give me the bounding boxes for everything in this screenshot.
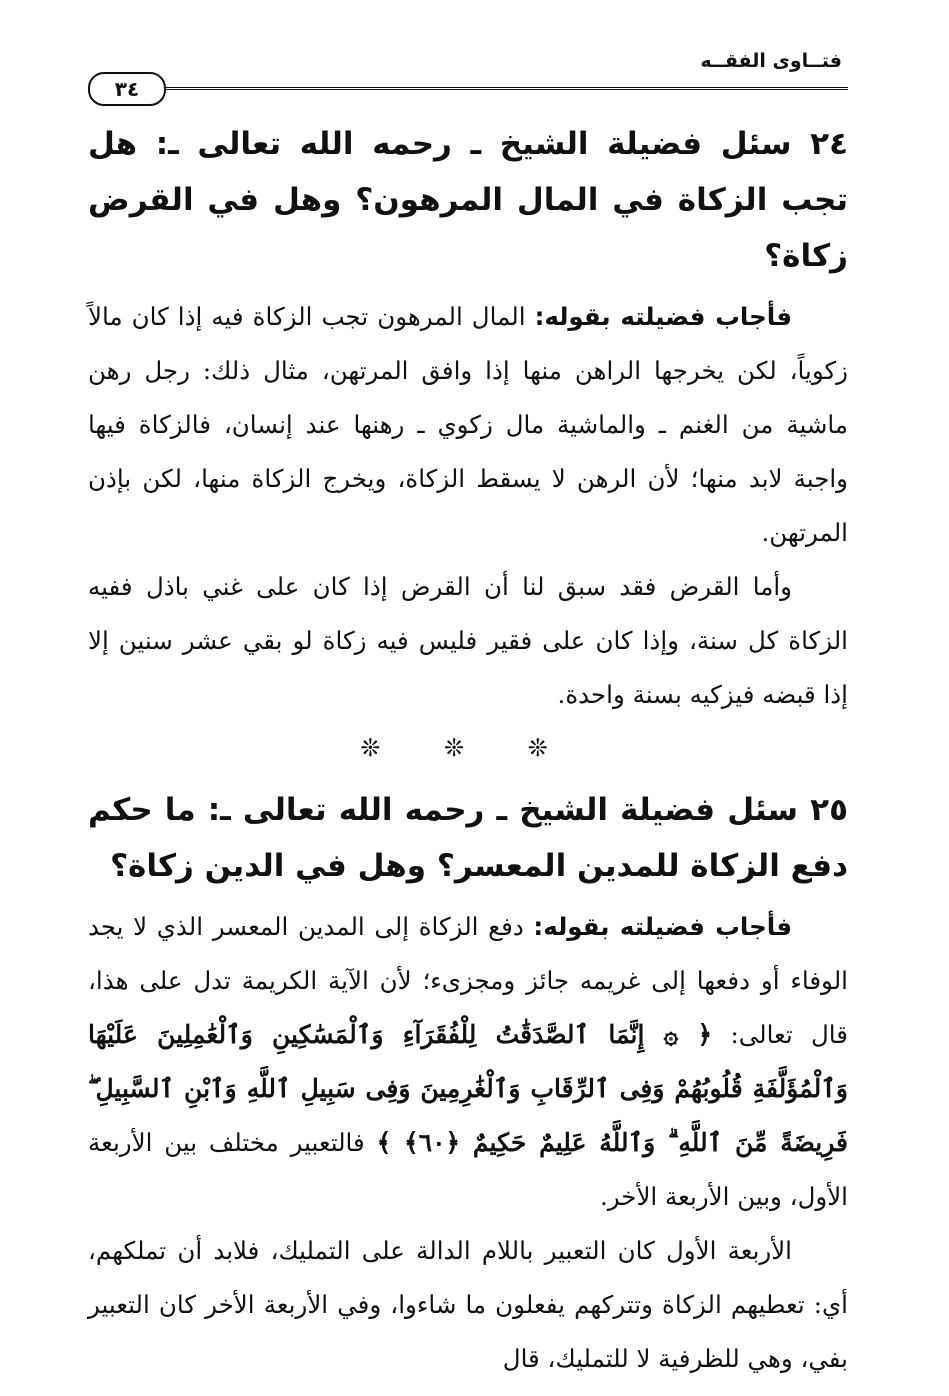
book-title: فتــاوى الفقــه (700, 50, 842, 72)
quran-verse: ﴿ ۞ إِنَّمَا ٱلصَّدَقَٰتُ لِلْفُقَرَآءِ وَٱلْمَسَٰكِينِ وَٱلْعَٰمِلِينَ عَلَيْهَا وَٱلْمُؤَلَّفَةِ قُلُوبُهُمْ وَفِى ٱلرِّقَابِ وَٱلْغَٰرِمِينَ وَفِى سَبِيلِ ٱللَّهِ وَٱبْنِ ٱلسَّبِيلِ ۖ فَرِيضَةً مِّنَ ٱللَّهِ ۗ وَٱللَّهُ عَلِيمٌ حَكِيمٌ ﴿٦٠﴾ ﴾ (88, 1020, 848, 1157)
answer-lead: فأجاب فضيلته بقوله: (534, 302, 792, 331)
question-24-heading: ٢٤ سئل فضيلة الشيخ ـ رحمه الله تعالى ـ: هل تجب الزكاة في المال المرهون؟ وهل في القرض زكاة؟ (88, 126, 848, 274)
answer-text: المال المرهون تجب الزكاة فيه إذا كان مالاً زكوياً، لكن يخرجها الراهن منها إذا وافق المرتهن، مثال ذلك: رجل رهن ماشية من الغنم ـ والماشية مال زكوي ـ رهنها عند إنسان، فالزكاة فيها واجبة لابد منها؛ لأن الرهن لا يسقط الزكاة، ويخرج الزكاة منها، لكن بإذن المرتهن. (88, 302, 848, 547)
section-separator: ❊ ❊ ❊ (360, 734, 576, 762)
answer-text: دفع الزكاة إلى المدين المعسر الذي لا يجد الوفاء أو دفعها إلى غريمه جائز ومجزىء؛ لأن الآية الكريمة تدل على هذا، قال تعالى: (88, 912, 848, 1049)
answer-lead: فأجاب فضيلته بقوله: (533, 912, 792, 941)
question-25-heading: ٢٥ سئل فضيلة الشيخ ـ رحمه الله تعالى ـ: ما حكم دفع الزكاة للمدين المعسر؟ وهل في الدين زكاة؟ (88, 792, 848, 884)
answer-25-paragraph-1 (88, 900, 848, 1224)
answer-text-after-verse: فالتعبير مختلف بين الأربعة الأول، وبين الأربعة الأخر. (88, 1128, 848, 1211)
answer-24-paragraph-2: وأما القرض فقد سبق لنا أن القرض إذا كان على غني باذل ففيه الزكاة كل سنة، وإذا كان على فقير فليس فيه زكاة لو بقي عشر سنين إلا إذا قبضه فيزكيه بسنة واحدة. (88, 572, 848, 709)
answer-25-paragraph-2: الأربعة الأول كان التعبير باللام الدالة على التمليك، فلابد أن تملكهم، أي: تعطيهم الزكاة وتتركهم يفعلون ما شاءوا، وفي الأربعة الأخر كان التعبير بفي، وهي للظرفية لا للتمليك، قال (88, 1236, 848, 1373)
page-header (88, 44, 848, 102)
header-rule (88, 87, 848, 90)
document-page (88, 44, 848, 1373)
page-number: ٣٤ (88, 72, 166, 106)
answer-24-paragraph-1 (88, 290, 848, 560)
